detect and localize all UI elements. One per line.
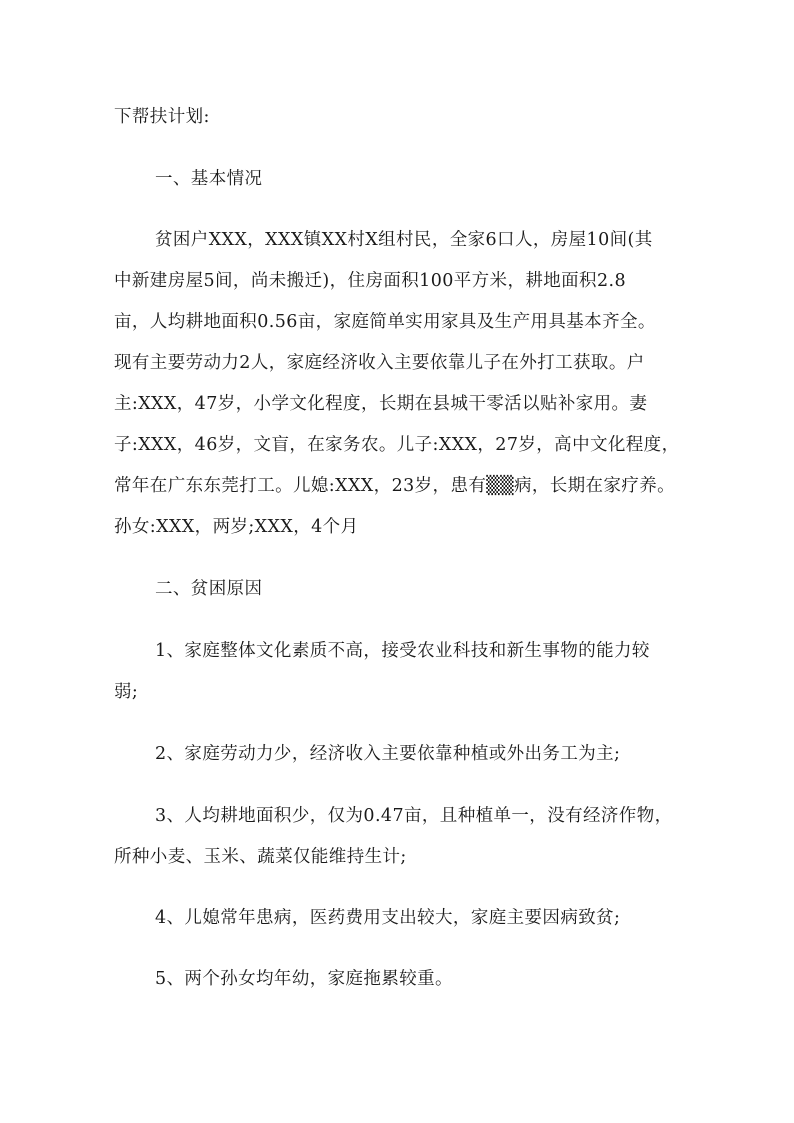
intro-text: 下帮扶计划:: [114, 107, 210, 127]
paragraph-line: 中新建房屋5间，尚未搬迁)，住房面积100平方米，耕地面积2.8: [114, 271, 626, 291]
paragraph-line: 亩，人均耕地面积0.56亩，家庭简单实用家具及生产用具基本齐全。: [114, 312, 656, 332]
reason-line: 所种小麦、玉米、蔬菜仅能维持生计;: [114, 847, 407, 867]
paragraph-line: 主:XXX，47岁，小学文化程度，长期在县城干零活以贴补家用。妻: [114, 394, 648, 414]
section-heading-poverty-causes: 二、贫困原因: [155, 579, 263, 599]
paragraph-line: 贫困户XXX，XXX镇XX村X组村民，全家6口人，房屋10间(其: [155, 230, 653, 250]
paragraph-line: 常年在广东东莞打工。儿媳:XXX，23岁，患有▒▒病，长期在家疗养。: [114, 476, 676, 496]
paragraph-line: 孙女:XXX，两岁;XXX，4个月: [114, 517, 359, 537]
reason-line: 3、人均耕地面积少，仅为0.47亩，且种植单一，没有经济作物，: [155, 806, 673, 826]
section-heading-basic-info: 一、基本情况: [155, 169, 263, 189]
reason-line: 弱;: [114, 682, 139, 702]
reason-line: 4、儿媳常年患病，医药费用支出较大，家庭主要因病致贫;: [155, 908, 621, 928]
reason-line: 2、家庭劳动力少，经济收入主要依靠种植或外出务工为主;: [155, 744, 621, 764]
paragraph-line: 子:XXX，46岁，文盲，在家务农。儿子:XXX，27岁，高中文化程度，: [114, 435, 680, 455]
reason-line: 1、家庭整体文化素质不高，接受农业科技和新生事物的能力较: [155, 641, 650, 661]
reason-line: 5、两个孙女均年幼，家庭拖累较重。: [155, 969, 453, 989]
paragraph-line: 现有主要劳动力2人，家庭经济收入主要依靠儿子在外打工获取。户: [114, 353, 645, 373]
